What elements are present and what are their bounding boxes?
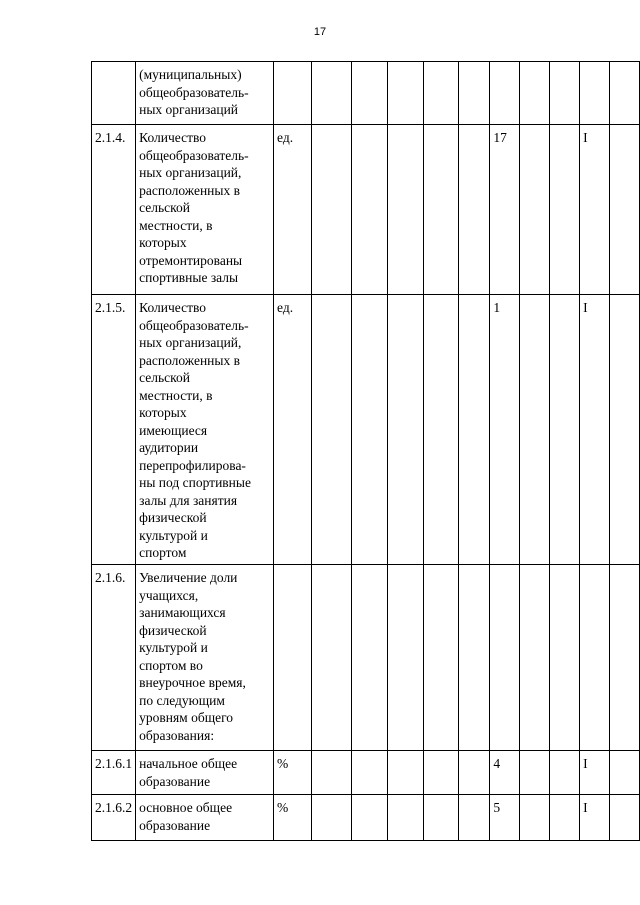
empty-cell: [423, 62, 459, 125]
empty-cell: [311, 125, 351, 295]
row-number-cell: 2.1.6.: [92, 565, 136, 751]
description-line: расположенных в: [139, 182, 240, 198]
description-line: занимающихся: [139, 605, 226, 620]
empty-cell: [550, 62, 580, 125]
empty-cell: [351, 795, 387, 841]
empty-cell: [610, 795, 640, 841]
value-cell: 17: [490, 125, 520, 295]
description-line: основное общее: [139, 800, 233, 815]
empty-cell: [351, 751, 387, 795]
table-row: [92, 125, 640, 295]
empty-cell: [311, 795, 351, 841]
value-cell: 1: [490, 295, 520, 565]
table-row: [92, 751, 640, 795]
priority-cell: I: [580, 295, 610, 565]
empty-cell: [610, 295, 640, 565]
description-line: общеобразователь-: [139, 84, 249, 100]
empty-cell: [311, 565, 351, 751]
empty-cell: [387, 125, 423, 295]
description-line: перепрофилирова-: [139, 457, 246, 473]
description-line: внеурочное время,: [139, 675, 246, 690]
empty-cell: [610, 751, 640, 795]
description-cell: [136, 125, 274, 295]
empty-cell: [520, 62, 550, 125]
description-line: отремонтированы: [139, 252, 243, 268]
empty-cell: [387, 62, 423, 125]
value-cell: 5: [490, 795, 520, 841]
row-number-cell: 2.1.6.1: [92, 751, 136, 795]
description-line: физической: [139, 622, 207, 638]
priority-cell: [580, 565, 610, 751]
priority-cell: I: [580, 795, 610, 841]
description-line: Количество: [139, 300, 207, 315]
empty-cell: [459, 795, 490, 841]
row-number-cell: 2.1.5.: [92, 295, 136, 565]
unit-cell: ед.: [274, 295, 312, 565]
description-line: ных организаций,: [139, 335, 242, 350]
table-row: [92, 62, 640, 125]
empty-cell: [520, 751, 550, 795]
description-line: аудитории: [139, 440, 199, 455]
empty-cell: [550, 795, 580, 841]
indicators-table: [91, 61, 640, 841]
empty-cell: [550, 125, 580, 295]
unit-cell: %: [274, 751, 312, 795]
empty-cell: [520, 125, 550, 295]
description-line: образование: [139, 817, 211, 833]
value-cell: 4: [490, 751, 520, 795]
empty-cell: [423, 795, 459, 841]
empty-cell: [459, 565, 490, 751]
empty-cell: [610, 125, 640, 295]
description-line: общеобразователь-: [139, 317, 249, 333]
value-cell: [490, 62, 520, 125]
description-line: сельской: [139, 370, 191, 385]
empty-cell: [520, 795, 550, 841]
unit-cell: %: [274, 795, 312, 841]
description-line: Увеличение доли: [139, 570, 238, 585]
description-line: учащихся,: [139, 587, 199, 603]
empty-cell: [351, 295, 387, 565]
description-line: которых: [139, 235, 187, 250]
description-line: спортом: [139, 545, 187, 560]
description-line: ны под спортивные: [139, 475, 251, 490]
description-line: залы для занятия: [139, 492, 238, 508]
empty-cell: [610, 565, 640, 751]
empty-cell: [459, 62, 490, 125]
empty-cell: [387, 751, 423, 795]
description-line: культурой и: [139, 640, 208, 655]
empty-cell: [423, 751, 459, 795]
description-line: которых: [139, 405, 187, 420]
page-number: 17: [313, 26, 327, 38]
empty-cell: [423, 565, 459, 751]
empty-cell: [311, 751, 351, 795]
description-cell: [136, 62, 274, 125]
empty-cell: [351, 125, 387, 295]
priority-cell: [580, 62, 610, 125]
description-line: (муниципальных): [139, 67, 242, 82]
empty-cell: [459, 751, 490, 795]
empty-cell: [423, 125, 459, 295]
description-line: ных организаций,: [139, 165, 242, 180]
priority-cell: I: [580, 751, 610, 795]
empty-cell: [550, 751, 580, 795]
description-line: образования:: [139, 727, 215, 743]
empty-cell: [459, 125, 490, 295]
description-line: начальное общее: [139, 756, 238, 771]
description-line: уровням общего: [139, 710, 234, 725]
empty-cell: [610, 62, 640, 125]
empty-cell: [351, 62, 387, 125]
empty-cell: [550, 295, 580, 565]
empty-cell: [311, 62, 351, 125]
empty-cell: [311, 295, 351, 565]
description-line: физической: [139, 510, 207, 525]
description-line: местности, в: [139, 387, 213, 403]
description-cell: [136, 795, 274, 841]
empty-cell: [387, 795, 423, 841]
table-row: [92, 295, 640, 565]
row-number-cell: 2.1.6.2: [92, 795, 136, 841]
row-number-cell: [92, 62, 136, 125]
description-cell: [136, 751, 274, 795]
empty-cell: [550, 565, 580, 751]
description-line: спортивные залы: [139, 270, 239, 285]
description-line: расположенных в: [139, 352, 240, 368]
description-line: местности, в: [139, 217, 213, 233]
unit-cell: [274, 565, 312, 751]
empty-cell: [520, 295, 550, 565]
description-cell: [136, 565, 274, 751]
empty-cell: [459, 295, 490, 565]
description-line: по следующим: [139, 692, 225, 708]
row-number-cell: 2.1.4.: [92, 125, 136, 295]
description-line: спортом во: [139, 657, 203, 673]
description-line: Количество: [139, 130, 207, 145]
description-line: образование: [139, 773, 211, 789]
description-line: имеющиеся: [139, 422, 208, 438]
value-cell: [490, 565, 520, 751]
unit-cell: ед.: [274, 125, 312, 295]
empty-cell: [387, 295, 423, 565]
empty-cell: [387, 565, 423, 751]
priority-cell: I: [580, 125, 610, 295]
table-row: [92, 795, 640, 841]
empty-cell: [351, 565, 387, 751]
unit-cell: [274, 62, 312, 125]
description-line: культурой и: [139, 527, 208, 543]
table-row: [92, 565, 640, 751]
description-line: общеобразователь-: [139, 147, 249, 163]
description-line: ных организаций: [139, 102, 239, 117]
empty-cell: [423, 295, 459, 565]
description-cell: [136, 295, 274, 565]
empty-cell: [520, 565, 550, 751]
description-line: сельской: [139, 200, 191, 215]
